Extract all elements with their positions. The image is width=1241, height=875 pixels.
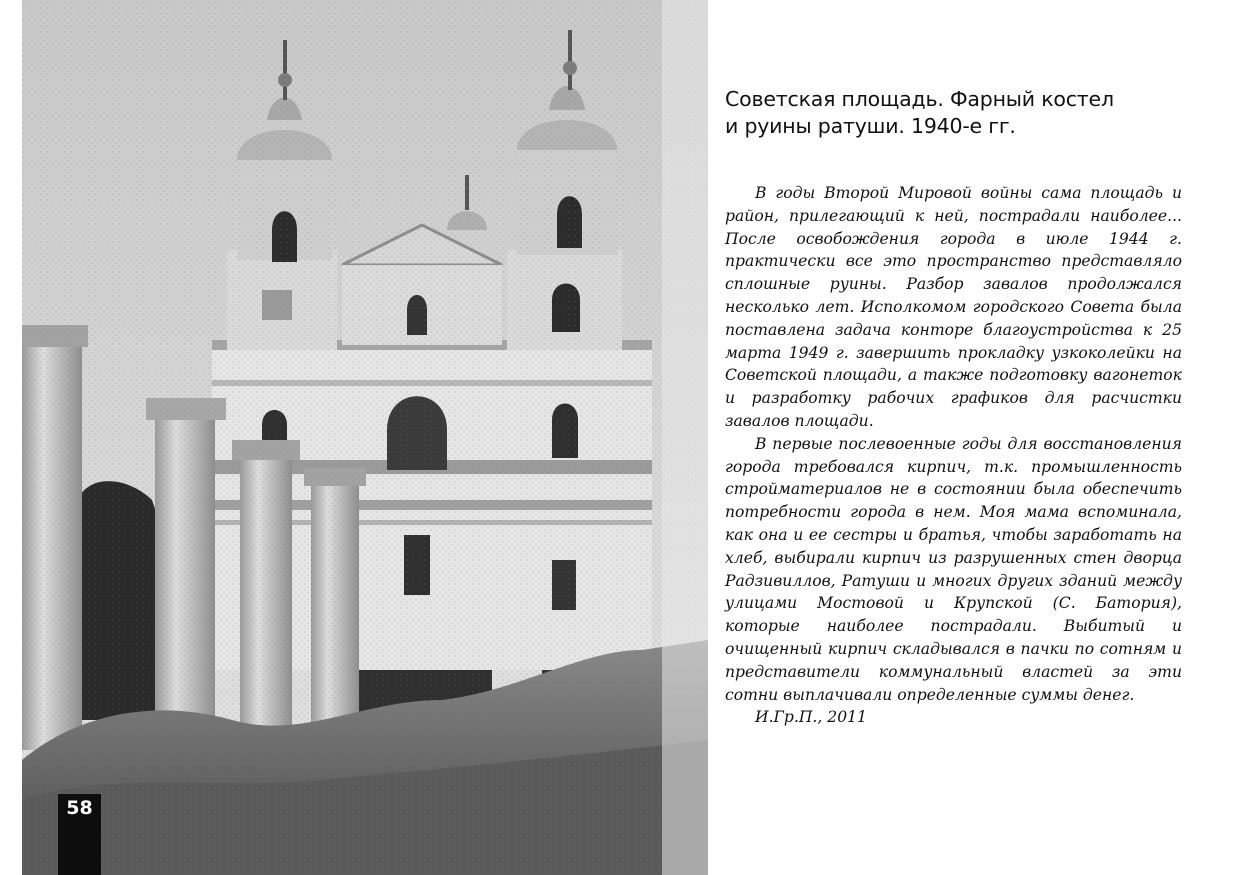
article-text (725, 182, 1182, 729)
photo-caption (725, 86, 1185, 140)
page-number: 58 (66, 797, 93, 819)
caption-line-2: и руины ратуши. 1940-е гг. (725, 114, 1016, 138)
page-number-tab (58, 794, 101, 875)
caption-block (725, 86, 1185, 140)
church-ruins-photo-illustration (22, 0, 708, 875)
article-signature: И.Гр.П., 2011 (755, 708, 867, 727)
historical-photo (22, 0, 708, 875)
article-paragraph-1: В годы Второй Мировой войны сама площадь и район, прилегающий к ней, пострадали наиболее... После освобождения города в июле 1944 г. практически все это пространство представляло сплошные руины. Разбор завалов продолжался несколько лет. Исполкомом городского Совета была поставлена задача конторе благоустройства к 25 марта 1949 г. завершить прокладку узкоколейки на Советской площади, а также подготовку вагонеток и разработку рабочих графиков для расчистки завалов площади. (725, 184, 1182, 430)
caption-line-1: Советская площадь. Фарный костел (725, 87, 1114, 111)
article-paragraph-2: В первые послевоенные годы для восстановления города требовался кирпич, т.к. промышленность стройматериалов не в состоянии была обеспечить потребности города в нем. Моя мама вспоминала, как она и ее сестры и братья, чтобы заработать на хлеб, выбирали кирпич из разрушенных стен дворца Радзивиллов, Ратуши и многих других зданий между улицами Мостовой и Крупской (С. Батория), которые наиболее пострадали. Выбитый и очищенный кирпич складывался в пачки по сотням и представители коммунальный властей за эти сотни выплачивали определенные суммы денег. (725, 434, 1182, 704)
